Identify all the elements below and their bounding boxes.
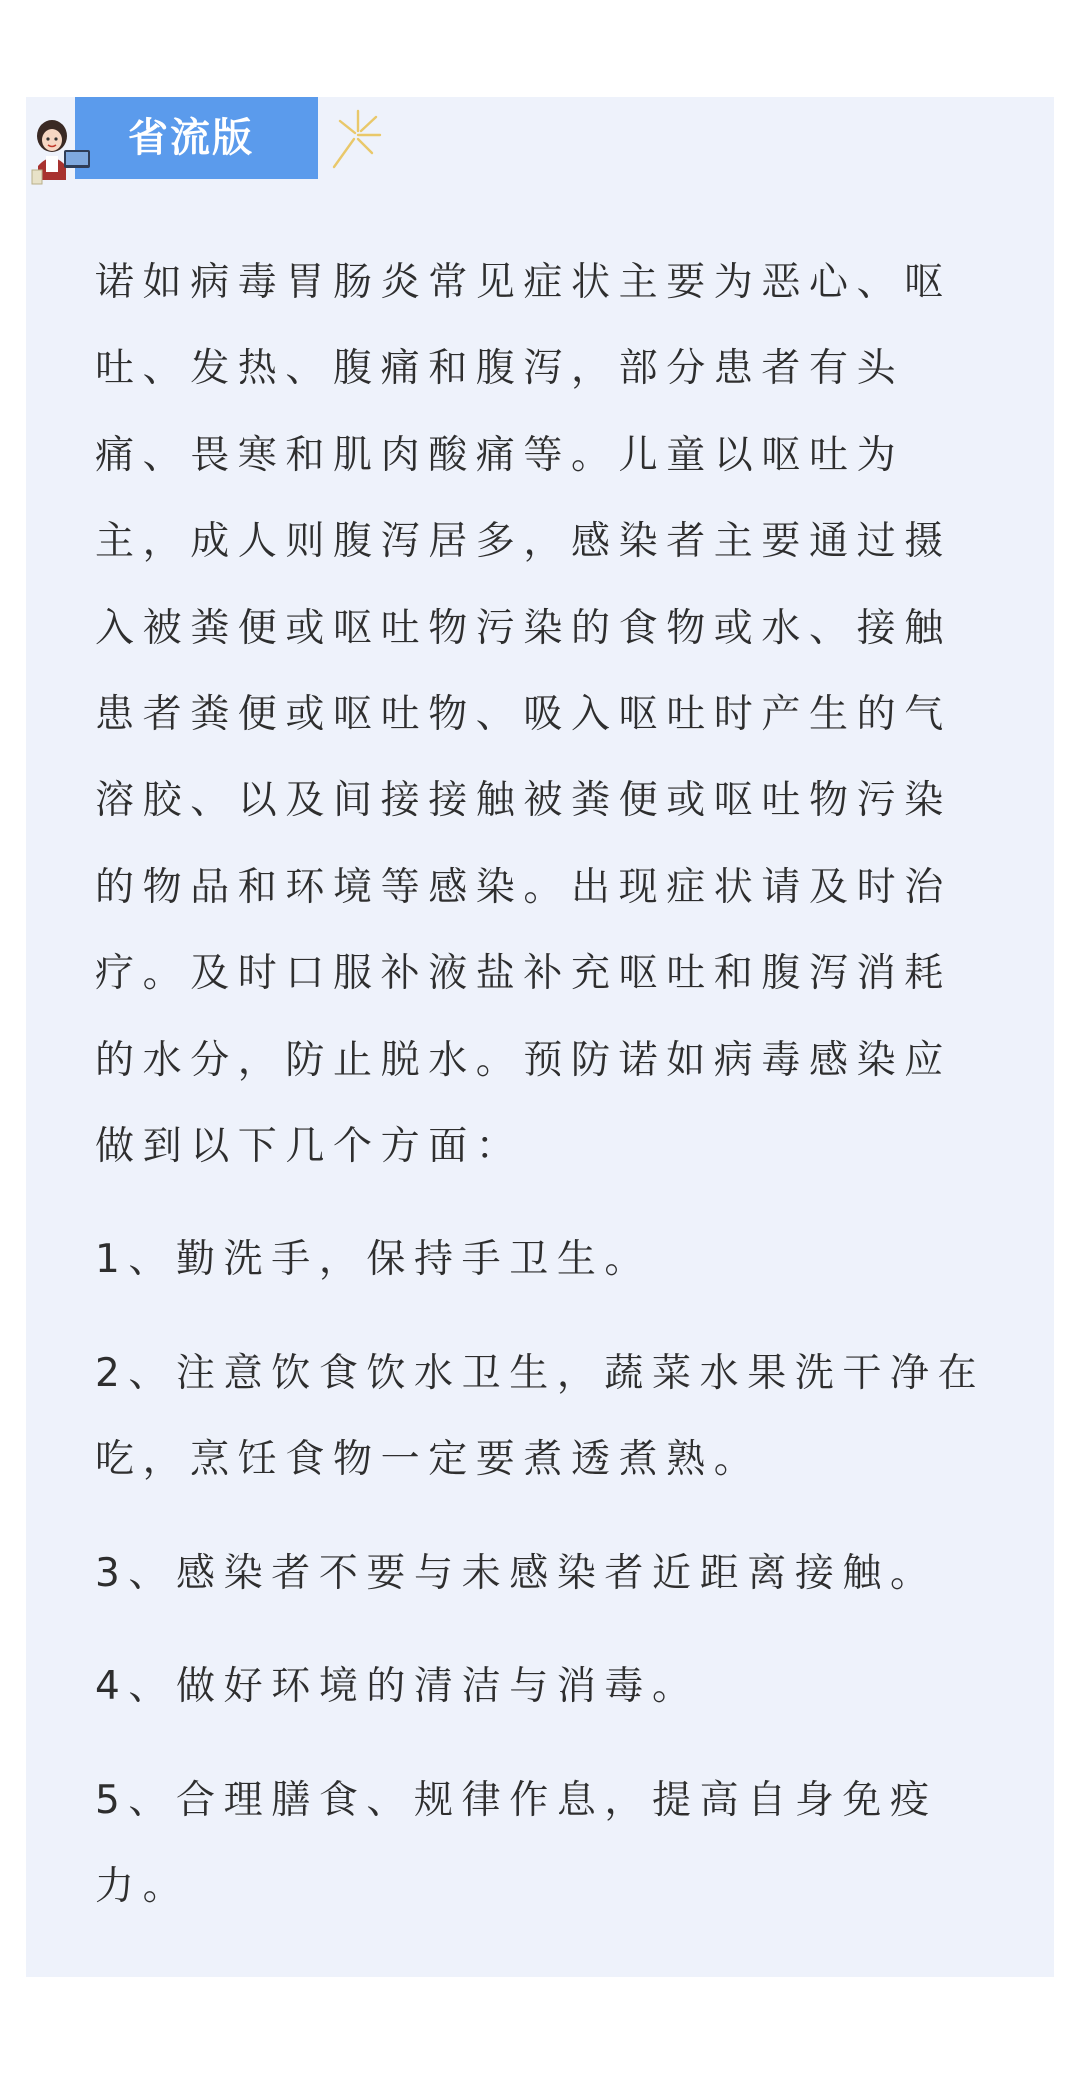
prevention-point-1: 1、勤洗手，保持手卫生。 xyxy=(95,1237,653,1283)
prevention-point-5: 5、合理膳食、规律作息，提高自身免疫力。 xyxy=(95,1777,938,1909)
sparkle-icon xyxy=(328,105,386,173)
prevention-point-4: 4、做好环境的清洁与消毒。 xyxy=(95,1664,700,1710)
prevention-point-2: 2、注意饮食饮水卫生，蔬菜水果洗干净在吃，烹饪食物一定要煮透煮熟。 xyxy=(95,1350,986,1483)
page-title: 省流版 xyxy=(128,115,254,161)
article-body xyxy=(95,240,995,1930)
prevention-point-3: 3、感染者不要与未感染者近距离接触。 xyxy=(95,1550,938,1596)
intro-paragraph: 诺如病毒胃肠炎常见症状主要为恶心、呕吐、发热、腹痛和腹泻，部分患者有头痛、畏寒和肌肉酸痛等。儿童以呕吐为主，成人则腹泻居多，感染者主要通过摄入被粪便或呕吐物污染的食物或水、接触患者粪便或呕吐物、吸入呕吐时产生的气溶胶、以及间接接触被粪便或呕吐物污染的物品和环境等感染。出现症状请及时治疗。及时口服补液盐补充呕吐和腹泻消耗的水分，防止脱水。预防诺如病毒感染应做到以下几个方面： xyxy=(95,260,952,1170)
doctor-avatar-icon xyxy=(30,116,92,188)
